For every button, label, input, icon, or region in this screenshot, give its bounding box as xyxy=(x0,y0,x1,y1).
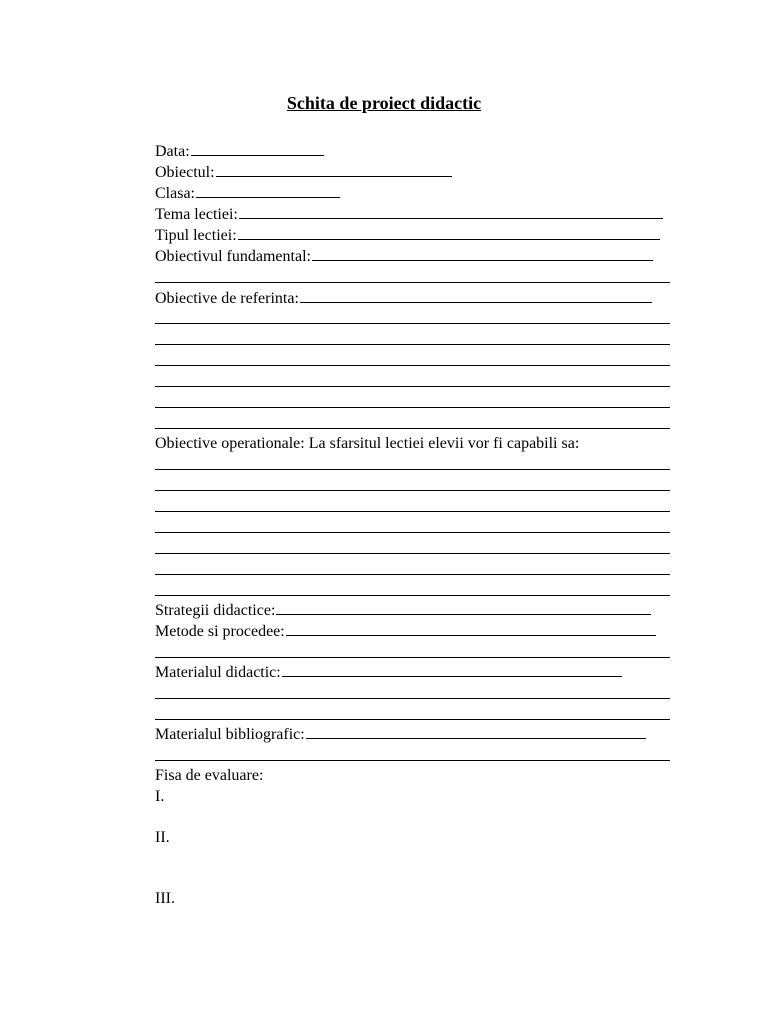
field-obiective-referinta-label: Obiective de referinta: xyxy=(155,290,299,307)
blank-line[interactable] xyxy=(155,760,670,761)
blank-line[interactable] xyxy=(155,490,670,491)
field-material-bibliografic xyxy=(155,724,646,744)
field-strategii-line[interactable] xyxy=(276,600,651,615)
field-obiective-operationale-label: Obiective operationale: La sfarsitul lectiei elevii vor fi capabili sa: xyxy=(155,435,580,452)
field-obiectul xyxy=(155,162,452,182)
field-obiectiv-fundamental-label: Obiectivul fundamental: xyxy=(155,248,311,265)
blank-line[interactable] xyxy=(155,344,670,345)
field-data-line[interactable] xyxy=(191,141,324,156)
blank-line[interactable] xyxy=(155,511,670,512)
field-obiective-referinta xyxy=(155,288,652,308)
evaluation-item-label: II. xyxy=(155,829,170,846)
field-metode-line[interactable] xyxy=(286,621,656,636)
field-data-label: Data: xyxy=(155,143,190,160)
field-tipul-label: Tipul lectiei: xyxy=(155,227,237,244)
blank-line[interactable] xyxy=(155,574,670,575)
field-obiective-operationale xyxy=(155,434,579,453)
evaluation-item xyxy=(155,889,175,908)
evaluation-item-label: III. xyxy=(155,890,175,907)
blank-line[interactable] xyxy=(155,282,670,283)
blank-line[interactable] xyxy=(155,532,670,533)
field-tema xyxy=(155,204,663,224)
evaluation-item xyxy=(155,828,170,847)
field-material-didactic-label: Materialul didactic: xyxy=(155,664,281,681)
blank-line[interactable] xyxy=(155,407,670,408)
evaluation-item xyxy=(155,787,164,806)
field-obiectul-label: Obiectul: xyxy=(155,164,215,181)
field-material-didactic xyxy=(155,662,622,682)
field-fisa-evaluare-label: Fisa de evaluare: xyxy=(155,767,264,784)
field-obiective-referinta-line[interactable] xyxy=(300,288,652,303)
field-data xyxy=(155,141,324,161)
blank-line[interactable] xyxy=(155,469,670,470)
page-title-text: Schita de proiect didactic xyxy=(286,93,482,113)
field-obiectiv-fundamental xyxy=(155,246,653,266)
field-clasa xyxy=(155,183,340,203)
blank-line[interactable] xyxy=(155,365,670,366)
page-title xyxy=(0,93,768,114)
field-tipul xyxy=(155,225,660,245)
blank-line[interactable] xyxy=(155,323,670,324)
blank-line[interactable] xyxy=(155,595,670,596)
field-strategii xyxy=(155,600,651,620)
blank-line[interactable] xyxy=(155,553,670,554)
blank-line[interactable] xyxy=(155,698,670,699)
field-material-didactic-line[interactable] xyxy=(282,662,622,677)
evaluation-item-label: I. xyxy=(155,788,165,805)
field-strategii-label: Strategii didactice: xyxy=(155,602,276,619)
field-material-bibliografic-line[interactable] xyxy=(306,724,646,739)
blank-line[interactable] xyxy=(155,719,670,720)
field-fisa-evaluare xyxy=(155,766,263,785)
field-clasa-line[interactable] xyxy=(196,183,340,198)
field-tema-label: Tema lectiei: xyxy=(155,206,238,223)
field-metode-label: Metode si procedee: xyxy=(155,623,285,640)
field-tema-line[interactable] xyxy=(239,204,663,219)
field-metode xyxy=(155,621,656,641)
field-obiectul-line[interactable] xyxy=(216,162,452,177)
blank-line[interactable] xyxy=(155,657,670,658)
blank-line[interactable] xyxy=(155,428,670,429)
blank-line[interactable] xyxy=(155,386,670,387)
field-tipul-line[interactable] xyxy=(238,225,660,240)
field-material-bibliografic-label: Materialul bibliografic: xyxy=(155,726,305,743)
field-clasa-label: Clasa: xyxy=(155,185,195,202)
field-obiectiv-fundamental-line[interactable] xyxy=(312,246,653,261)
